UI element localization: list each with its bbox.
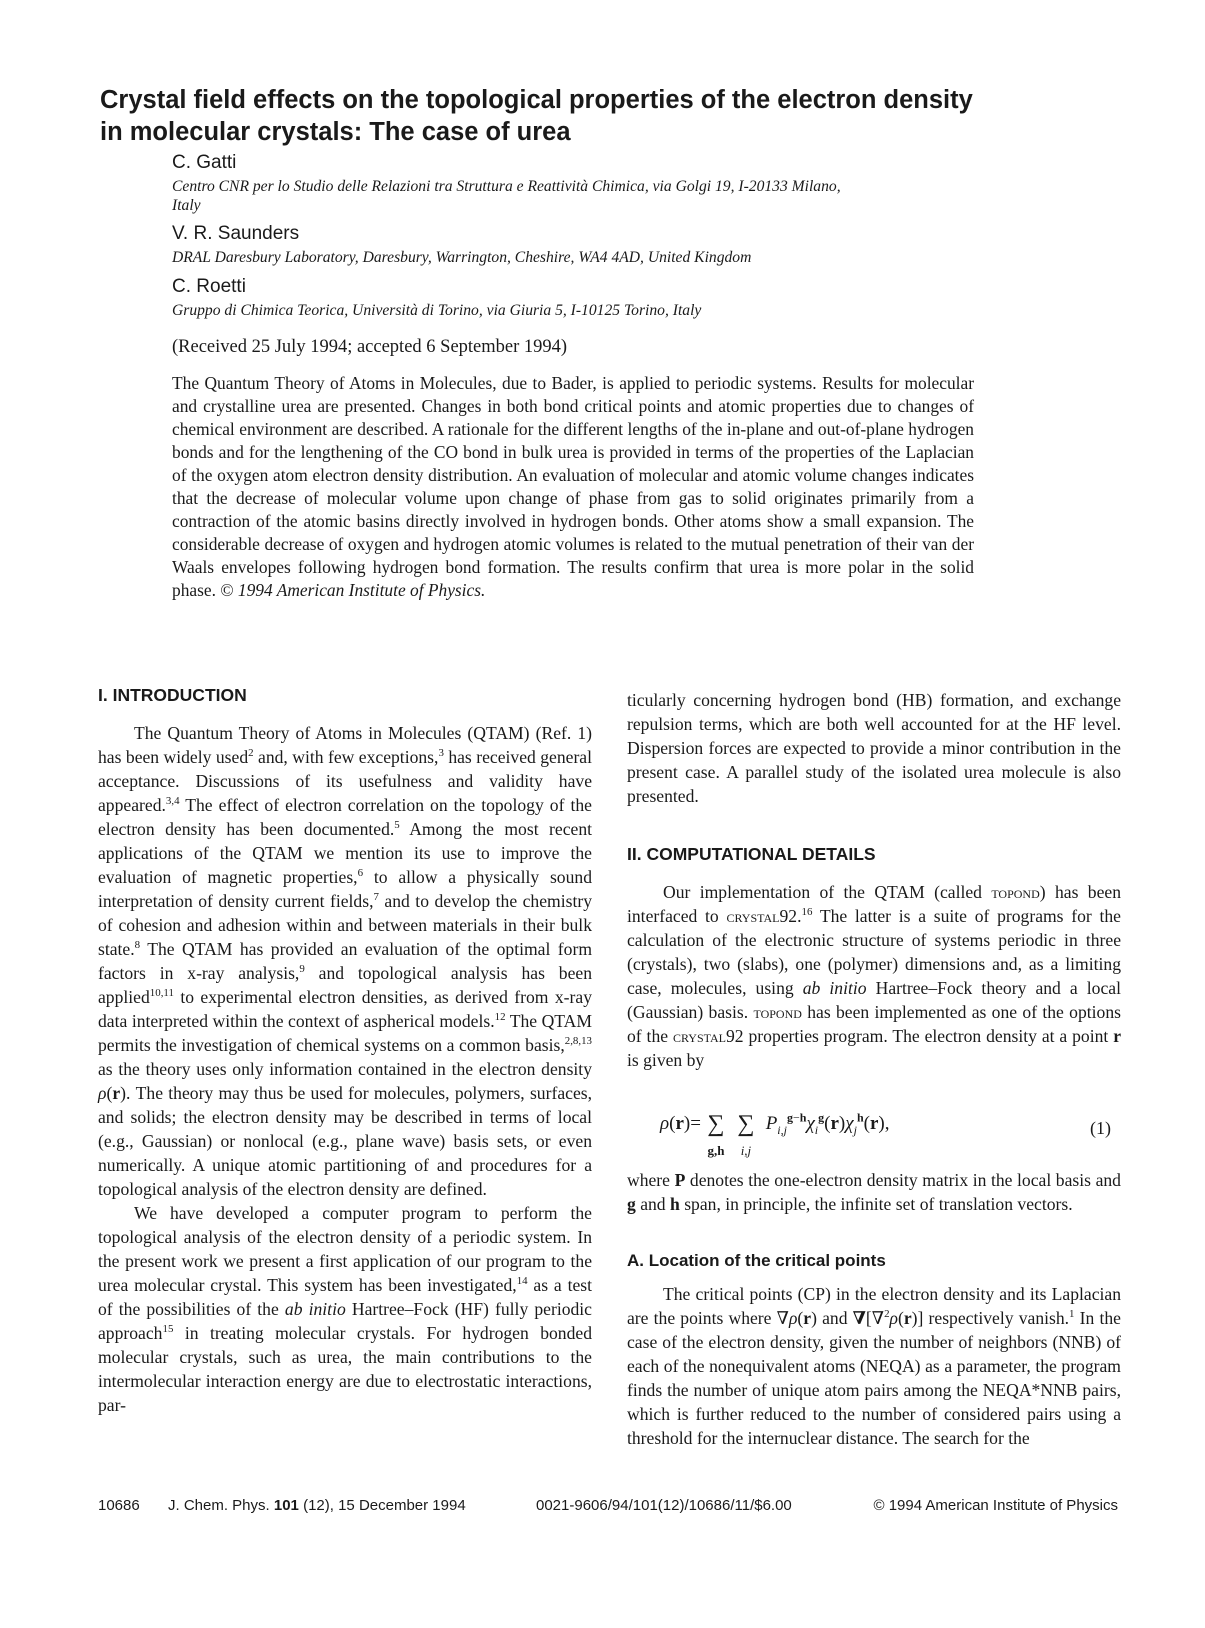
- right-column-computational: [627, 880, 1121, 1072]
- right-column-critical-points: [627, 1282, 1121, 1450]
- author-name: C. Gatti: [172, 152, 237, 173]
- author-affiliation: [172, 177, 1002, 215]
- abstract-copyright: 1994 American Institute of Physics.: [237, 580, 486, 600]
- author-name: C. Roetti: [172, 276, 246, 297]
- right-column-top: [627, 688, 1121, 808]
- title-line: Crystal field effects on the topological properties of the electron density: [100, 86, 973, 114]
- copyright-symbol: ©: [220, 580, 234, 600]
- journal-citation: J. Chem. Phys. 101 (12), 15 December 1994: [168, 1497, 466, 1514]
- paragraph: The Quantum Theory of Atoms in Molecules (QTAM) (Ref. 1) has been widely used$^2$ and, with few exceptions,$^3$ has received general acceptance. Discussions of its usefulness and validity have appeared.$^{3,4}$ The effect of electron correlation on the topology of the electron density has been documented.$^5$ Among the most recent applications of the QTAM we mention its use to improve the evaluation of magnetic properties,$^6$ to allow a physically sound interpretation of density current fields,$^7$ and to develop the chemistry of cohesion and adhesion within and between materials in their bulk state.$^8$ The QTAM has provided an evaluation of the optimal form factors in x-ray analysis,$^9$ and topological analysis has been applied$^{10,11}$ to experimental electron densities, as derived from x-ray data interpreted within the context of aspherical models.$^{12}$ The QTAM permits the investigation of chemical systems on a common basis,$^{2,8,13}$ as the theory uses only information contained in the electron density ρ(r). The theory may thus be used for molecules, polymers, surfaces, and solids; the electron density may be described in terms of local (e.g., Gaussian) or nonlocal (e.g., plane wave) basis sets, or even numerically. A unique atomic partitioning of and procedures for a topological analysis of the electron density are defined.: [98, 723, 593, 1199]
- paragraph: Our implementation of the QTAM (called topond) has been interfaced to crystal92.16 The latter is a suite of programs for the calculation of the electronic structure of systems periodic in three (crystals), two (slabs), one (polymer) dimensions and, as a limiting case, molecules, using ab initio Hartree–Fock theory and a local (Gaussian) basis. topond has been implemented as one of the options of the crystal92 properties program. The electron density at a point r is given by: [627, 882, 1122, 1070]
- paragraph: The critical points (CP) in the electron density and its Laplacian are the points where ∇ρ(r) and ∇[∇$^2$ρ(r)] respectively vanish.$^1$ In the case of the electron density, given the number of neighbors (NNB) of each of the nonequivalent atoms (NEQA) as a parameter, the program finds the number of unique atom pairs among the NEQA*NNB pairs, which is further reduced to the number of considered pairs using a threshold for the internuclear distance. The search for the: [627, 1284, 1121, 1448]
- equation-1: ρ(r)= ∑ g,h∑ i,j $P_{i,j}^{g-h}\chi_i^g(r)\chi_j^h(r)$,: [660, 1110, 890, 1158]
- footer-copyright: © 1994 American Institute of Physics: [873, 1497, 1118, 1514]
- right-column-after-equation: [627, 1168, 1121, 1216]
- section-heading-computational: II. COMPUTATIONAL DETAILS: [627, 844, 876, 864]
- author-block: [172, 152, 1002, 320]
- affiliation-line: Italy: [172, 197, 201, 214]
- affiliation-line: Centro CNR per lo Studio delle Relazioni tra Struttura e Reattività Chimica, via Golgi 19, I-20133 Milano,: [172, 178, 841, 195]
- author-name: V. R. Saunders: [172, 223, 300, 244]
- page-number: 10686: [98, 1497, 140, 1514]
- abstract: [172, 372, 974, 602]
- equation-number: (1): [1090, 1118, 1111, 1138]
- author-affiliation: Gruppo di Chimica Teorica, Università di Torino, via Giuria 5, I-10125 Torino, Italy: [172, 302, 702, 319]
- paper-title: [100, 84, 1140, 148]
- received-dates: (Received 25 July 1994; accepted 6 September 1994): [172, 337, 568, 357]
- paragraph: We have developed a computer program to perform the topological analysis of the electron density of a periodic system. In the present work we present a first application of our program to the urea molecular crystal. This system has been investigated,$^{14}$ as a test of the possibilities of the ab initio Hartree–Fock (HF) fully periodic approach$^{15}$ in treating molecular crystals. For hydrogen bonded molecular crystals, such as urea, the main contributions to the intermolecular interaction energy are due to electrostatic interactions, par-: [98, 1203, 593, 1415]
- subsection-heading-critical-points: A. Location of the critical points: [627, 1251, 886, 1270]
- section-heading-introduction: I. INTRODUCTION: [98, 685, 247, 705]
- title-line: in molecular crystals: The case of urea: [100, 118, 571, 146]
- paragraph: ticularly concerning hydrogen bond (HB) formation, and exchange repulsion terms, which are both well accounted for at the HF level. Dispersion forces are expected to provide a minor contribution in the present case. A parallel study of the isolated urea molecule is also presented.: [627, 690, 1121, 806]
- article-code: 0021-9606/94/101(12)/10686/11/$6.00: [536, 1497, 792, 1514]
- author-affiliation: DRAL Daresbury Laboratory, Daresbury, Warrington, Cheshire, WA4 4AD, United Kingdom: [172, 249, 752, 266]
- abstract-text: The Quantum Theory of Atoms in Molecules, due to Bader, is applied to periodic systems. Results for molecular and crystalline urea are presented. Changes in both bond critical points and atomic properties due to changes of chemical environment are described. A rationale for the different lengths of the in-plane and out-of-plane hydrogen bonds and for the lengthening of the CO bond in bulk urea is provided in terms of the properties of the Laplacian of the oxygen atom electron density distribution. An evaluation of molecular and atomic volume changes indicates that the decrease of molecular volume upon change of phase from gas to solid originates primarily from a contraction of the atomic basins directly involved in hydrogen bonds. Other atoms show a small expansion. The considerable decrease of oxygen and hydrogen atomic volumes is related to the mutual penetration of their van der Waals envelopes following hydrogen bond formation. The results confirm that urea is more polar in the solid phase.: [172, 373, 974, 600]
- left-column-body: [98, 721, 592, 1417]
- paragraph: where P denotes the one-electron density matrix in the local basis and g and h span, in principle, the infinite set of translation vectors.: [627, 1170, 1121, 1214]
